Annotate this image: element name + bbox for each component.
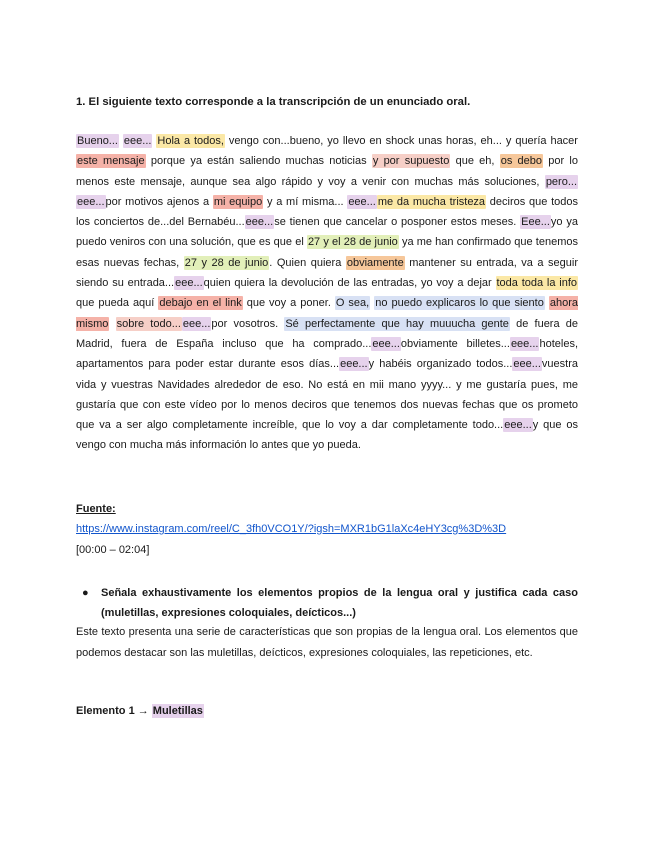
element-1-prefix: Elemento 1 → <box>76 705 152 717</box>
transcript-text: yo ya puedo veniros con una solución, que es que el <box>76 216 578 249</box>
highlighted-phrase: este mensaje <box>77 155 145 168</box>
explanation-paragraph: Este texto presenta una serie de características que son propias de la lengua oral. Los elementos que podemos destacar son las muletillas, deícticos, expresiones coloquiales, las repeticiones, etc. <box>76 626 578 659</box>
transcript-paragraph <box>76 131 578 456</box>
highlighted-phrase: O sea, <box>335 297 370 310</box>
transcript-text: se tienen que cancelar o posponer estos meses. <box>274 216 521 229</box>
highlighted-phrase: eee... <box>340 358 368 371</box>
highlighted-phrase: ahora mismo <box>76 297 578 330</box>
highlighted-phrase: 27 y el 28 de junio <box>307 236 398 249</box>
transcript-text: . Quien quiera <box>269 256 346 269</box>
transcript-text: mantener su entrada, va a seguir siendo su entrada... <box>76 256 579 290</box>
highlighted-phrase: sobre todo... <box>116 317 181 330</box>
transcript-text: vengo con...bueno, yo llevo en shock unas horas, eh... y quería hacer <box>224 135 578 147</box>
highlighted-phrase: eee... <box>175 277 203 290</box>
highlighted-phrase: pero... <box>545 175 577 188</box>
highlighted-phrase: eee... <box>513 358 541 371</box>
bullet-icon: ● <box>82 587 89 599</box>
transcript-text: por vosotros. <box>211 317 285 330</box>
highlighted-phrase: debajo en el link <box>159 297 242 310</box>
highlighted-phrase: me da mucha tristeza <box>377 195 486 208</box>
transcript-text: y habéis organizado todos... <box>368 358 513 371</box>
highlighted-phrase: no puedo explicaros lo que siento <box>375 297 544 310</box>
transcript-text: vuestra vida y vuestras Navidades alrededor de eso. No está en mii mano yyyy... y me gustaría pues, me gustaría que con este vídeo por lo menos deciros que tenemos dos nuevas fechas que os prometo que va a ser algo completamente increíble, que lo voy a dar completamente todo... <box>76 358 578 432</box>
transcript-text: quien quiera la devolución de las entradas, yo voy a dejar <box>203 277 496 290</box>
highlighted-phrase: eee... <box>123 135 152 147</box>
transcript-text: porque ya están saliendo muchas noticias <box>145 155 372 168</box>
transcript-text: obviamente billetes... <box>400 337 510 350</box>
highlighted-phrase: 27 y 28 de junio <box>184 256 269 269</box>
highlighted-phrase: eee... <box>245 216 274 229</box>
transcript-text: y a mí misma... <box>263 195 348 208</box>
highlighted-phrase: os debo <box>500 155 543 168</box>
transcript-text: que eh, <box>450 155 500 168</box>
transcript-text: deciros que todos los conciertos de...del Bernabéu... <box>76 195 579 229</box>
highlighted-phrase: eee... <box>372 337 400 350</box>
highlighted-phrase: eee... <box>348 195 376 208</box>
highlighted-phrase: y por supuesto <box>372 155 450 168</box>
transcript-text: por lo menos este mensaje, aunque sea algo rápido y voy a venir con muchas más soluciones, <box>76 155 578 188</box>
highlighted-phrase: eee... <box>77 195 105 208</box>
transcript-text: y que os vengo con mucha más información lo antes que yo pueda. <box>76 419 578 452</box>
source-link[interactable]: https://www.instagram.com/reel/C_3fh0VCO1Y/?igsh=MXR1bG1laXc4eHY3cg%3D%3D <box>76 523 507 535</box>
highlighted-phrase: Sé perfectamente que hay muuucha gente <box>285 317 509 330</box>
highlighted-phrase: toda toda la info <box>496 277 577 290</box>
transcript-text: de fuera de Madrid, fuera de España incluso que ha comprado... <box>76 317 579 350</box>
source-timestamp: [00:00 – 02:04] <box>76 544 150 556</box>
highlighted-phrase: eee... <box>182 317 211 330</box>
transcript-text: por motivos ajenos a <box>105 195 213 208</box>
highlighted-phrase: Eee... <box>521 216 550 229</box>
task-bullet: Señala exhaustivamente los elementos propios de la lengua oral y justifica cada caso (muletillas, expresiones coloquiales, deícticos...) <box>101 587 578 619</box>
highlighted-phrase: eee... <box>510 337 539 350</box>
source-label: Fuente: <box>76 503 116 515</box>
highlighted-phrase: mi equipo <box>213 195 263 208</box>
highlighted-phrase: obviamente <box>346 256 404 269</box>
transcript-text: que pueda aquí <box>76 297 159 310</box>
transcript-text: ya me han confirmado que tenemos esas nuevas fechas, <box>76 236 578 269</box>
transcript-text: hoteles, apartamentos para poder estar durante esos días... <box>76 337 578 371</box>
transcript-text: que voy a poner. <box>242 297 335 310</box>
highlighted-phrase: Hola a todos, <box>157 135 224 147</box>
highlighted-phrase: Bueno... <box>77 135 118 147</box>
element-1-tag: Muletillas <box>152 705 203 717</box>
exercise-heading: 1. El siguiente texto corresponde a la transcripción de un enunciado oral. <box>76 96 471 108</box>
transcript-text <box>109 318 115 330</box>
element-1-heading <box>76 705 204 717</box>
highlighted-phrase: eee... <box>504 419 532 432</box>
